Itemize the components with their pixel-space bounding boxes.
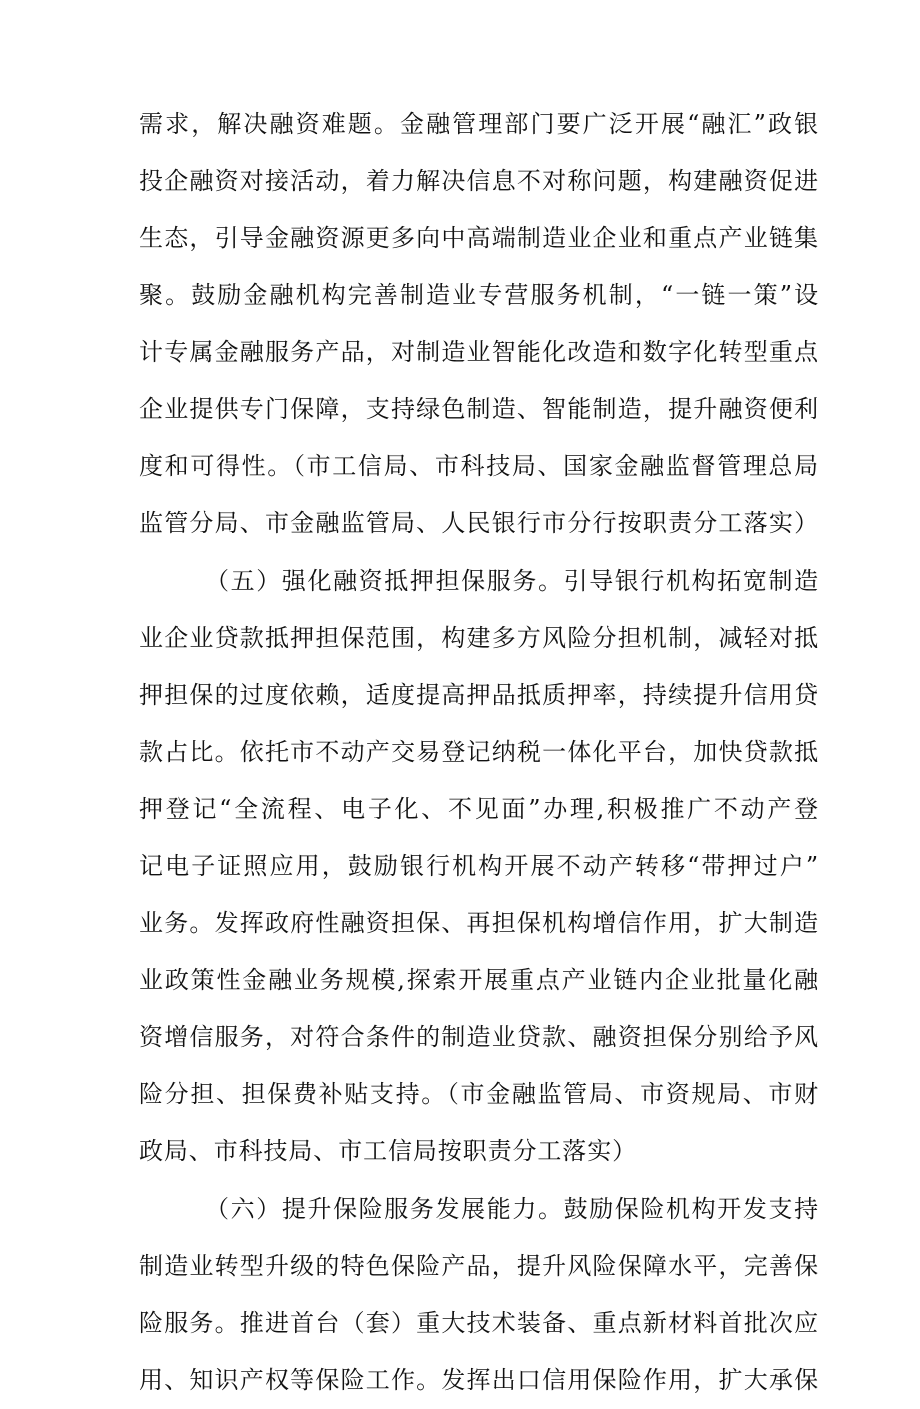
paragraph-section-6: [139, 1181, 819, 1409]
document-body: [139, 96, 819, 1409]
paragraph-section-5: [139, 553, 819, 1180]
text-line: 险分担、担保费补贴支持。（市金融监管局、市资规局、市财: [139, 1080, 819, 1108]
text-line: 制造业转型升级的特色保险产品，提升风险保障水平，完善保: [139, 1252, 819, 1280]
text-line: 险服务。推进首台（套）重大技术装备、重点新材料首批次应: [139, 1309, 819, 1337]
text-line: 用、知识产权等保险工作。发挥出口信用保险作用，扩大承保: [139, 1366, 819, 1394]
section-heading-line: （五）强化融资抵押担保服务。引导银行机构拓宽制造: [205, 567, 819, 595]
text-line: 业政策性金融业务规模,探索开展重点产业链内企业批量化融: [139, 966, 819, 994]
section-heading-line: （六）提升保险服务发展能力。鼓励保险机构开发支持: [205, 1195, 819, 1223]
text-line: 生态，引导金融资源更多向中高端制造业企业和重点产业链集: [139, 224, 819, 252]
text-line: 需求，解决融资难题。金融管理部门要广泛开展“融汇”政银: [139, 110, 819, 138]
text-line: 押担保的过度依赖，适度提高押品抵质押率，持续提升信用贷: [139, 681, 819, 709]
text-line: 监管分局、市金融监管局、人民银行市分行按职责分工落实）: [139, 509, 819, 537]
text-line: 记电子证照应用，鼓励银行机构开展不动产转移“带押过户”: [139, 852, 819, 880]
paragraph-continuation: [139, 96, 819, 552]
text-line: 企业提供专门保障，支持绿色制造、智能制造，提升融资便利: [139, 395, 819, 423]
text-line: 押登记“全流程、电子化、不见面”办理,积极推广不动产登: [139, 795, 819, 823]
text-line: 聚。鼓励金融机构完善制造业专营服务机制，“一链一策”设: [139, 281, 819, 309]
text-line-last: 政局、市科技局、市工信局按职责分工落实）: [139, 1137, 637, 1165]
text-line: 计专属金融服务产品，对制造业智能化改造和数字化转型重点: [139, 338, 819, 366]
text-line: 度和可得性。（市工信局、市科技局、国家金融监督管理总局: [139, 452, 819, 480]
text-line: 款占比。依托市不动产交易登记纳税一体化平台，加快贷款抵: [139, 738, 819, 766]
text-line: 资增信服务，对符合条件的制造业贷款、融资担保分别给予风: [139, 1023, 819, 1051]
text-line: 业企业贷款抵押担保范围，构建多方风险分担机制，减轻对抵: [139, 624, 819, 652]
text-line: 投企融资对接活动，着力解决信息不对称问题，构建融资促进: [139, 167, 819, 195]
text-line: 业务。发挥政府性融资担保、再担保机构增信作用，扩大制造: [139, 909, 819, 937]
